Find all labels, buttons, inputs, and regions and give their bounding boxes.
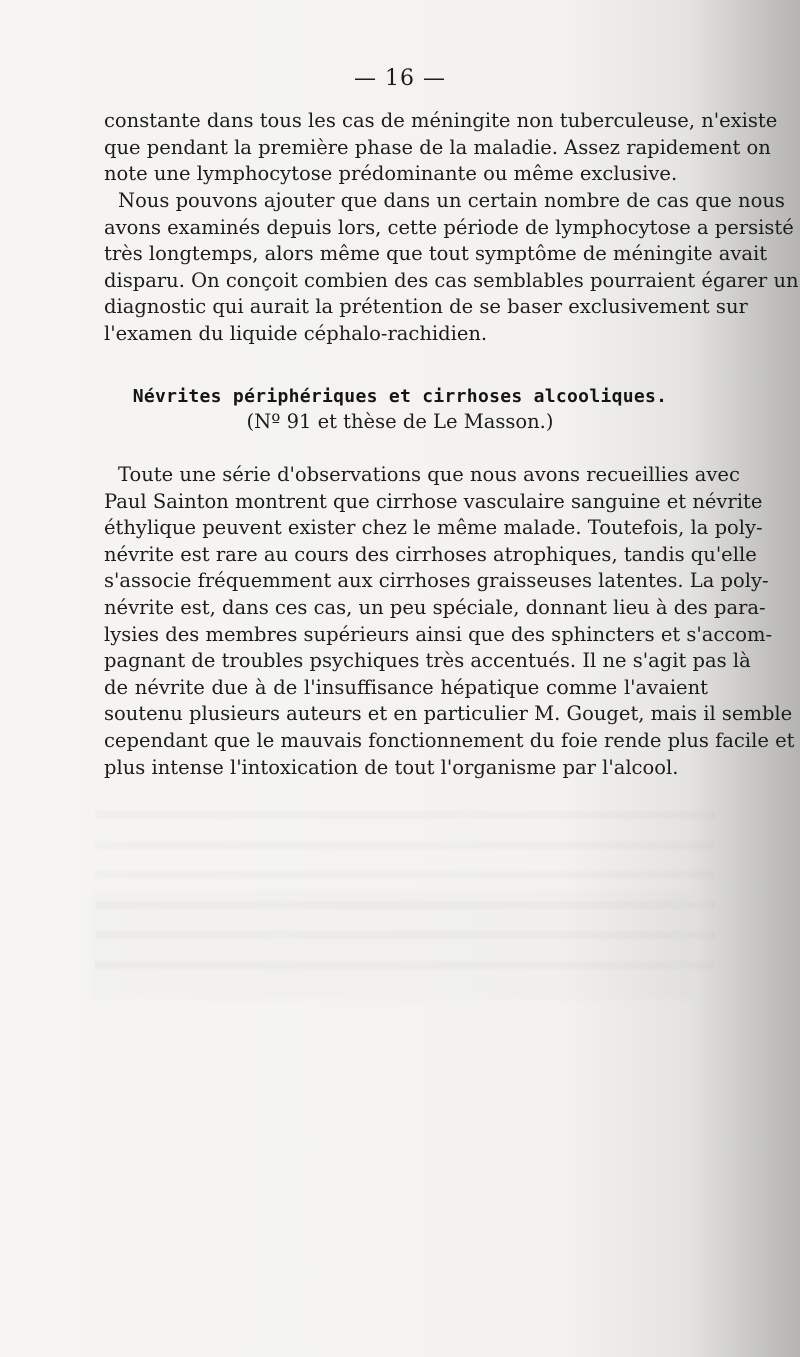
page-number: — 16 — xyxy=(354,66,446,91)
paragraph-2-line: l'examen du liquide céphalo-rachidien. xyxy=(104,321,488,345)
paragraph-1-line: note une lymphocytose prédominante ou même exclusive. xyxy=(104,162,678,186)
paragraph-3-line: s'associe fréquemment aux cirrhoses graisseuses latentes. La poly- xyxy=(104,569,769,593)
paragraph-1-line: constante dans tous les cas de méningite non tuberculeuse, n'existe xyxy=(104,109,778,132)
paragraph-3-line: lysies des membres supérieurs ainsi que des sphincters et s'accom- xyxy=(104,622,773,646)
paragraph-3-line: pagnant de troubles psychiques très accentués. Il ne s'agit pas là xyxy=(104,649,751,673)
paragraph-3-line: soutenu plusieurs auteurs et en particulier M. Gouget, mais il semble xyxy=(104,702,793,726)
paragraph-3-line: éthylique peuvent exister chez le même malade. Toutefois, la poly- xyxy=(104,516,763,540)
paragraph-3 xyxy=(104,462,795,781)
section-heading: Névrites périphériques et cirrhoses alcooliques. xyxy=(132,386,668,407)
section-subheading: (Nº 91 et thèse de Le Masson.) xyxy=(246,410,554,433)
paragraph-2 xyxy=(104,188,799,348)
paragraph-3-line: Paul Sainton montrent que cirrhose vasculaire sanguine et névrite xyxy=(104,489,763,513)
paragraph-2-line: disparu. On conçoit combien des cas semblables pourraient égarer un xyxy=(104,268,799,292)
paragraph-3-line: névrite est, dans ces cas, un peu spéciale, donnant lieu à des para- xyxy=(104,595,766,619)
paragraph-1 xyxy=(104,108,778,188)
paragraph-3-line: névrite est rare au cours des cirrhoses atrophiques, tandis qu'elle xyxy=(104,542,757,566)
paragraph-3-line: cependant que le mauvais fonctionnement du foie rende plus facile et xyxy=(104,728,795,752)
paragraph-2-line: Nous pouvons ajouter que dans un certain nombre de cas que nous xyxy=(118,189,785,212)
paragraph-2-line: avons examinés depuis lors, cette période de lymphocytose a persisté xyxy=(104,215,794,239)
paragraph-1-line: que pendant la première phase de la maladie. Assez rapidement on xyxy=(104,135,771,159)
paragraph-2-line: très longtemps, alors même que tout symptôme de méningite avait xyxy=(104,242,768,266)
paragraph-3-line: plus intense l'intoxication de tout l'organisme par l'alcool. xyxy=(104,755,679,779)
show-through-shadow xyxy=(90,890,690,1000)
paragraph-2-line: diagnostic qui aurait la prétention de se baser exclusivement sur xyxy=(104,295,748,319)
paragraph-3-line: Toute une série d'observations que nous avons recueillies avec xyxy=(118,463,740,486)
paragraph-3-line: de névrite due à de l'insuffisance hépatique comme l'avaient xyxy=(104,675,708,699)
